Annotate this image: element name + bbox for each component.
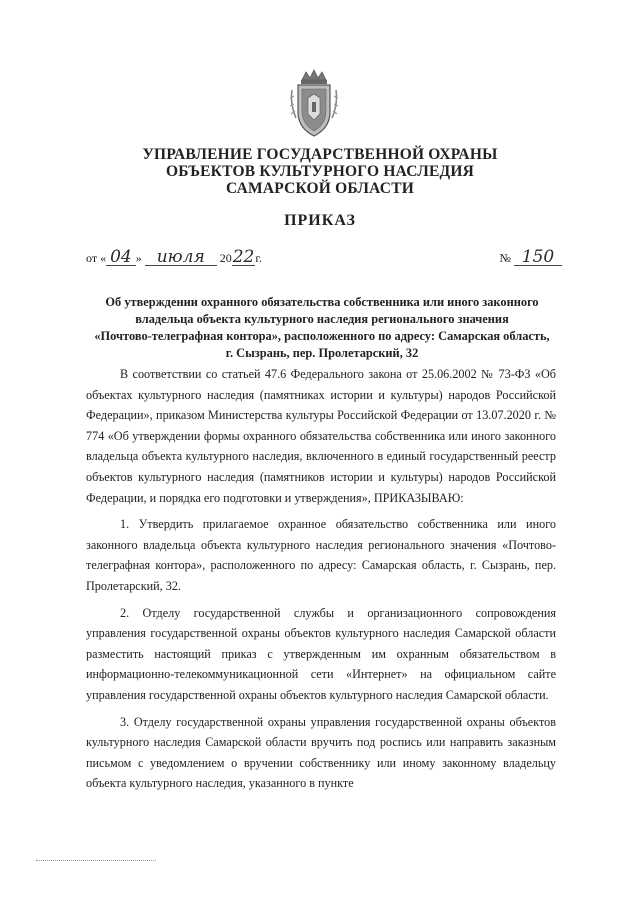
order-body bbox=[86, 364, 556, 794]
date-month: июля bbox=[145, 249, 217, 266]
coat-of-arms-icon bbox=[286, 68, 342, 140]
date-year-prefix: 20 bbox=[219, 251, 232, 265]
date-suffix: г. bbox=[255, 251, 262, 265]
paragraph-item-2: 2. Отделу государственной службы и организационного сопровождения управления государственной охраны объектов культурного наследия Самарской области разместить настоящий приказ с утвержденным им охранным обязательством в информационно-телекоммуникационной сети «Интернет» на официальном сайте управления государственной охраны объектов культурного наследия Самарской области. bbox=[86, 605, 556, 702]
paragraph-preamble: В соответствии со статьей 47.6 Федерального закона от 25.06.2002 № 73-ФЗ «Об объектах культурного наследия (памятниках истории и культуры) народов Российской Федерации», приказом Министерства культуры Российской Федерации от 13.07.2020 г. № 774 «Об утверждении формы охранного обязательства собственника или иного законного владельца объекта культурного наследия, включенного в единый государственный реестр объектов культурного наследия (памятников истории и культуры) народов Российской Федерации, и порядка его подготовки и утверждения», ПРИКАЗЫВАЮ: bbox=[86, 367, 556, 505]
subject-line-1: Об утверждении охранного обязательства собственника или иного законного bbox=[105, 295, 539, 309]
subject-line-2: владельца объекта культурного наследия регионального значения bbox=[135, 312, 509, 326]
paragraph-item-3: 3. Отделу государственной охраны управления государственной охраны объектов культурного наследия Самарской области вручить под роспись или направить заказным письмом с уведомлением о вручении собственнику или иному законному владельцу объекта культурного наследия, указанного в пункте bbox=[86, 714, 556, 791]
header-line-2: ОБЪЕКТОВ КУЛЬТУРНОГО НАСЛЕДИЯ bbox=[165, 163, 475, 180]
organization-header bbox=[60, 146, 580, 197]
order-subject bbox=[80, 294, 564, 362]
date-sep: » bbox=[135, 251, 142, 265]
subject-line-4: г. Сызрань, пер. Пролетарский, 32 bbox=[225, 346, 419, 360]
date-day: 04 bbox=[106, 249, 136, 266]
footer-divider bbox=[36, 860, 156, 861]
order-title: ПРИКАЗ bbox=[284, 212, 356, 229]
header-line-1: УПРАВЛЕНИЕ ГОСУДАРСТВЕННОЙ ОХРАНЫ bbox=[142, 146, 498, 163]
order-date bbox=[86, 249, 262, 266]
date-year: 22 bbox=[232, 247, 255, 267]
subject-line-3: «Почтово-телеграфная контора», расположенного по адресу: Самарская область, bbox=[94, 329, 550, 343]
order-number bbox=[500, 249, 562, 266]
paragraph-item-1: 1. Утвердить прилагаемое охранное обязательство собственника или иного законного владельца объекта культурного наследия регионального значения «Почтово-телеграфная контора», расположенного по адресу: Самарская область, г. Сызрань, пер. Пролетарский, 32. bbox=[86, 517, 556, 593]
date-prefix: от « bbox=[86, 251, 107, 265]
number-value: 150 bbox=[514, 249, 562, 266]
header-line-3: САМАРСКОЙ ОБЛАСТИ bbox=[225, 180, 414, 197]
date-number-line bbox=[86, 246, 562, 270]
number-prefix: № bbox=[499, 251, 511, 265]
